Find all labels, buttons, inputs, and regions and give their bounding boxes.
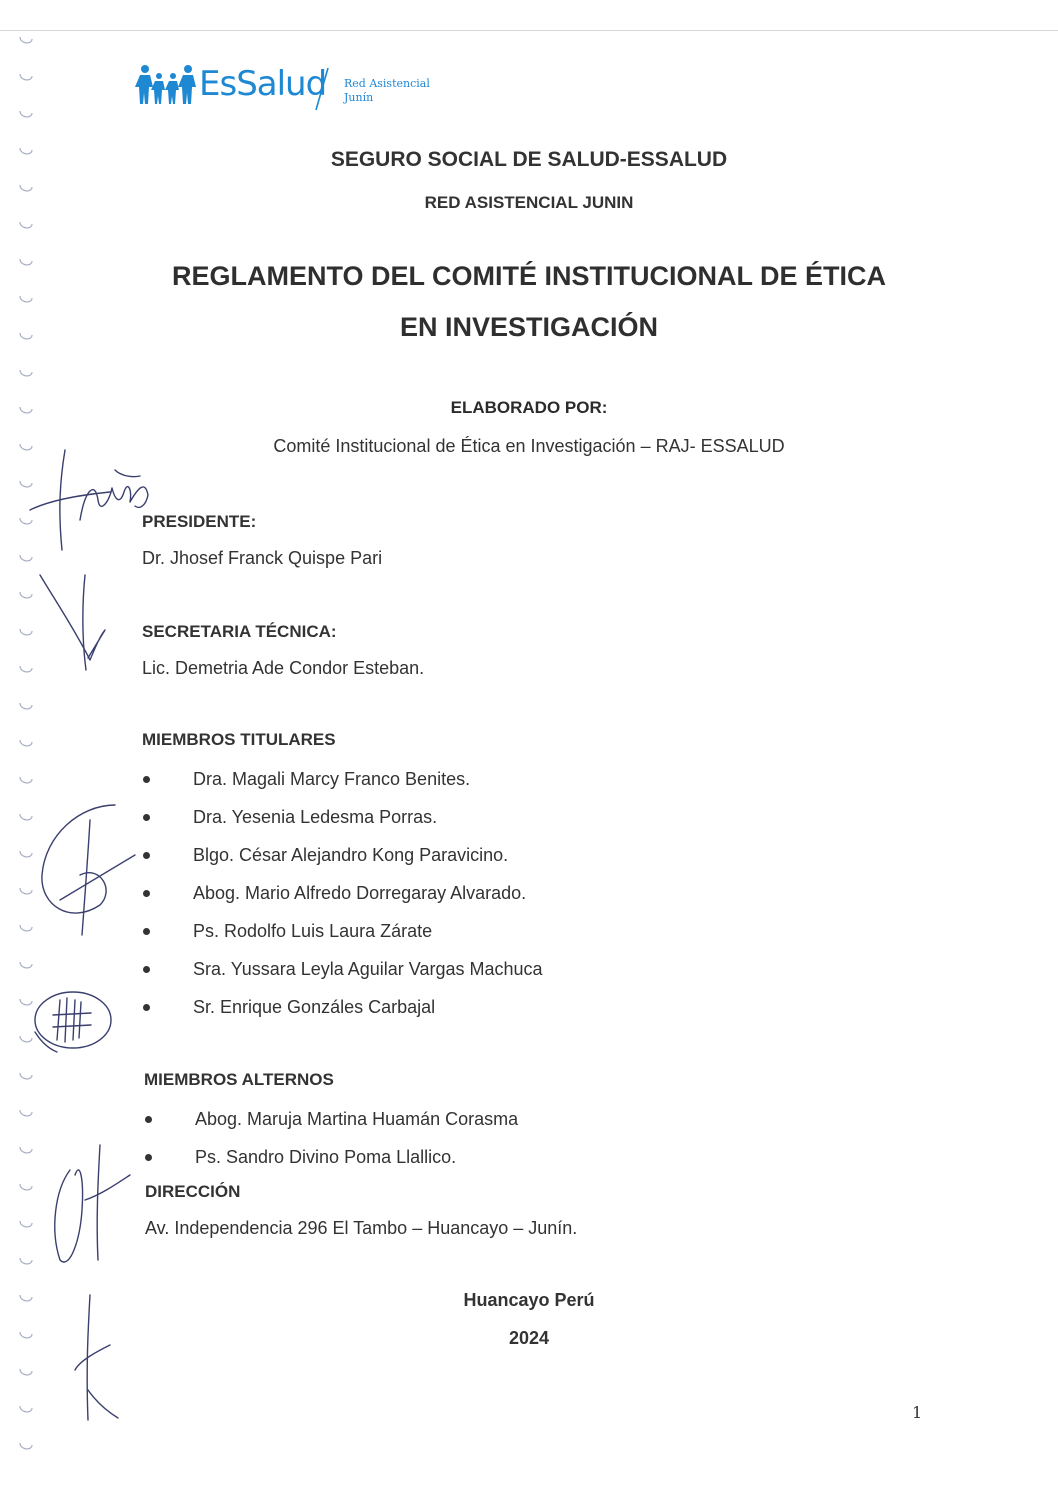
organization-heading: SEGURO SOCIAL DE SALUD-ESSALUD — [330, 148, 728, 171]
alternate-members-label: MIEMBROS ALTERNOS — [144, 1070, 334, 1089]
page-top-edge — [0, 30, 1058, 31]
bullet-icon — [145, 1154, 152, 1161]
bullet-icon — [143, 814, 150, 821]
binder-hole-mark — [18, 36, 34, 46]
logo-brand-text: EsSalud — [199, 64, 327, 104]
bullet-icon — [143, 890, 150, 897]
secretary-name: Lic. Demetria Ade Condor Esteban. — [142, 658, 425, 678]
bullet-icon — [143, 776, 150, 783]
binder-hole-mark — [18, 73, 34, 83]
essalud-logo — [135, 60, 455, 116]
elaborated-value: Comité Institucional de Ética en Investigación – RAJ- ESSALUD — [273, 436, 785, 456]
year-footer: 2024 — [508, 1328, 550, 1348]
network-heading: RED ASISTENCIAL JUNIN — [424, 193, 634, 212]
signature-stamp — [15, 980, 125, 1060]
binder-hole-mark — [18, 369, 34, 379]
signature-mark-1 — [20, 440, 160, 560]
president-name: Dr. Jhosef Franck Quispe Pari — [142, 548, 383, 568]
binder-hole-mark — [18, 221, 34, 231]
binder-hole-mark — [18, 702, 34, 712]
address-value: Av. Independencia 296 El Tambo – Huancayo – Junín. — [145, 1218, 578, 1238]
binder-hole-mark — [18, 295, 34, 305]
binder-hole-mark — [18, 1072, 34, 1082]
president-label: PRESIDENTE: — [142, 512, 257, 531]
family-figures-icon — [135, 62, 199, 106]
binder-hole-mark — [18, 110, 34, 120]
document-page: EsSalud Red Asistencial Junín SEGURO SOCIAL DE SALUD-ESSALUD RED ASISTENCIAL JUNIN REGLAMENTO DEL COMITÉ INSTITUCIONAL DE ÉTICA EN INVESTIGACIÓN ELABORADO POR: Comité Institucional de Ética en Investigación – RAJ- ESSALUD PRESIDENTE: Dr. Jhosef Franck Quispe Pari SECRETARIA TÉCNICA: Lic. Demetria Ade Condor Esteban. MIEMBROS TITULARES Dra. Magali Marcy Franco Benites. Dra. Yesenia Ledesma Porras. Blgo. César Alejandro Kong Paravicino. Abog. Mario Alfredo Dorregaray Alvarado. Ps. Rodolfo Luis Laura Zárate Sra. Yussara Leyla Aguilar Vargas Machuca Sr. Enrique Gonzáles Carbajal MIEMBROS ALTERNOS Abog. Maruja Martina Huamán Corasma Ps. Sandro Divino Poma Llallico. DIRECCIÓN Av. Independencia 296 El Tambo – Huancayo – Junín. Huancayo Perú 2024 1 — [0, 0, 1058, 1496]
signature-mark-5 — [60, 1290, 140, 1430]
secretary-label: SECRETARIA TÉCNICA: — [142, 622, 337, 641]
binder-hole-mark — [18, 776, 34, 786]
logo-subtitle-line2: Junín — [344, 91, 374, 104]
titular-members-label: MIEMBROS TITULARES — [142, 730, 336, 749]
page-number: 1 — [912, 1403, 923, 1422]
bullet-icon — [143, 928, 150, 935]
signature-mark-3 — [30, 795, 140, 945]
document-title-line2: EN INVESTIGACIÓN — [399, 312, 659, 342]
address-label: DIRECCIÓN — [145, 1182, 241, 1201]
logo-divider-slash — [313, 66, 331, 112]
elaborated-label: ELABORADO POR: — [450, 398, 608, 417]
binder-hole-mark — [18, 739, 34, 749]
logo-subtitle-line1: Red Asistencial — [344, 77, 430, 90]
place-footer: Huancayo Perú — [463, 1290, 595, 1310]
bullet-icon — [145, 1116, 152, 1123]
signature-mark-4 — [30, 1140, 140, 1280]
bullet-icon — [143, 966, 150, 973]
bullet-icon — [143, 852, 150, 859]
binder-hole-mark — [18, 1368, 34, 1378]
bullet-icon — [143, 1004, 150, 1011]
signature-mark-2 — [30, 560, 130, 680]
document-title-line1: REGLAMENTO DEL COMITÉ INSTITUCIONAL DE ÉTICA — [171, 261, 887, 291]
binder-hole-mark — [18, 1442, 34, 1452]
binder-hole-mark — [18, 1109, 34, 1119]
binder-hole-mark — [18, 961, 34, 971]
binder-hole-mark — [18, 1405, 34, 1415]
